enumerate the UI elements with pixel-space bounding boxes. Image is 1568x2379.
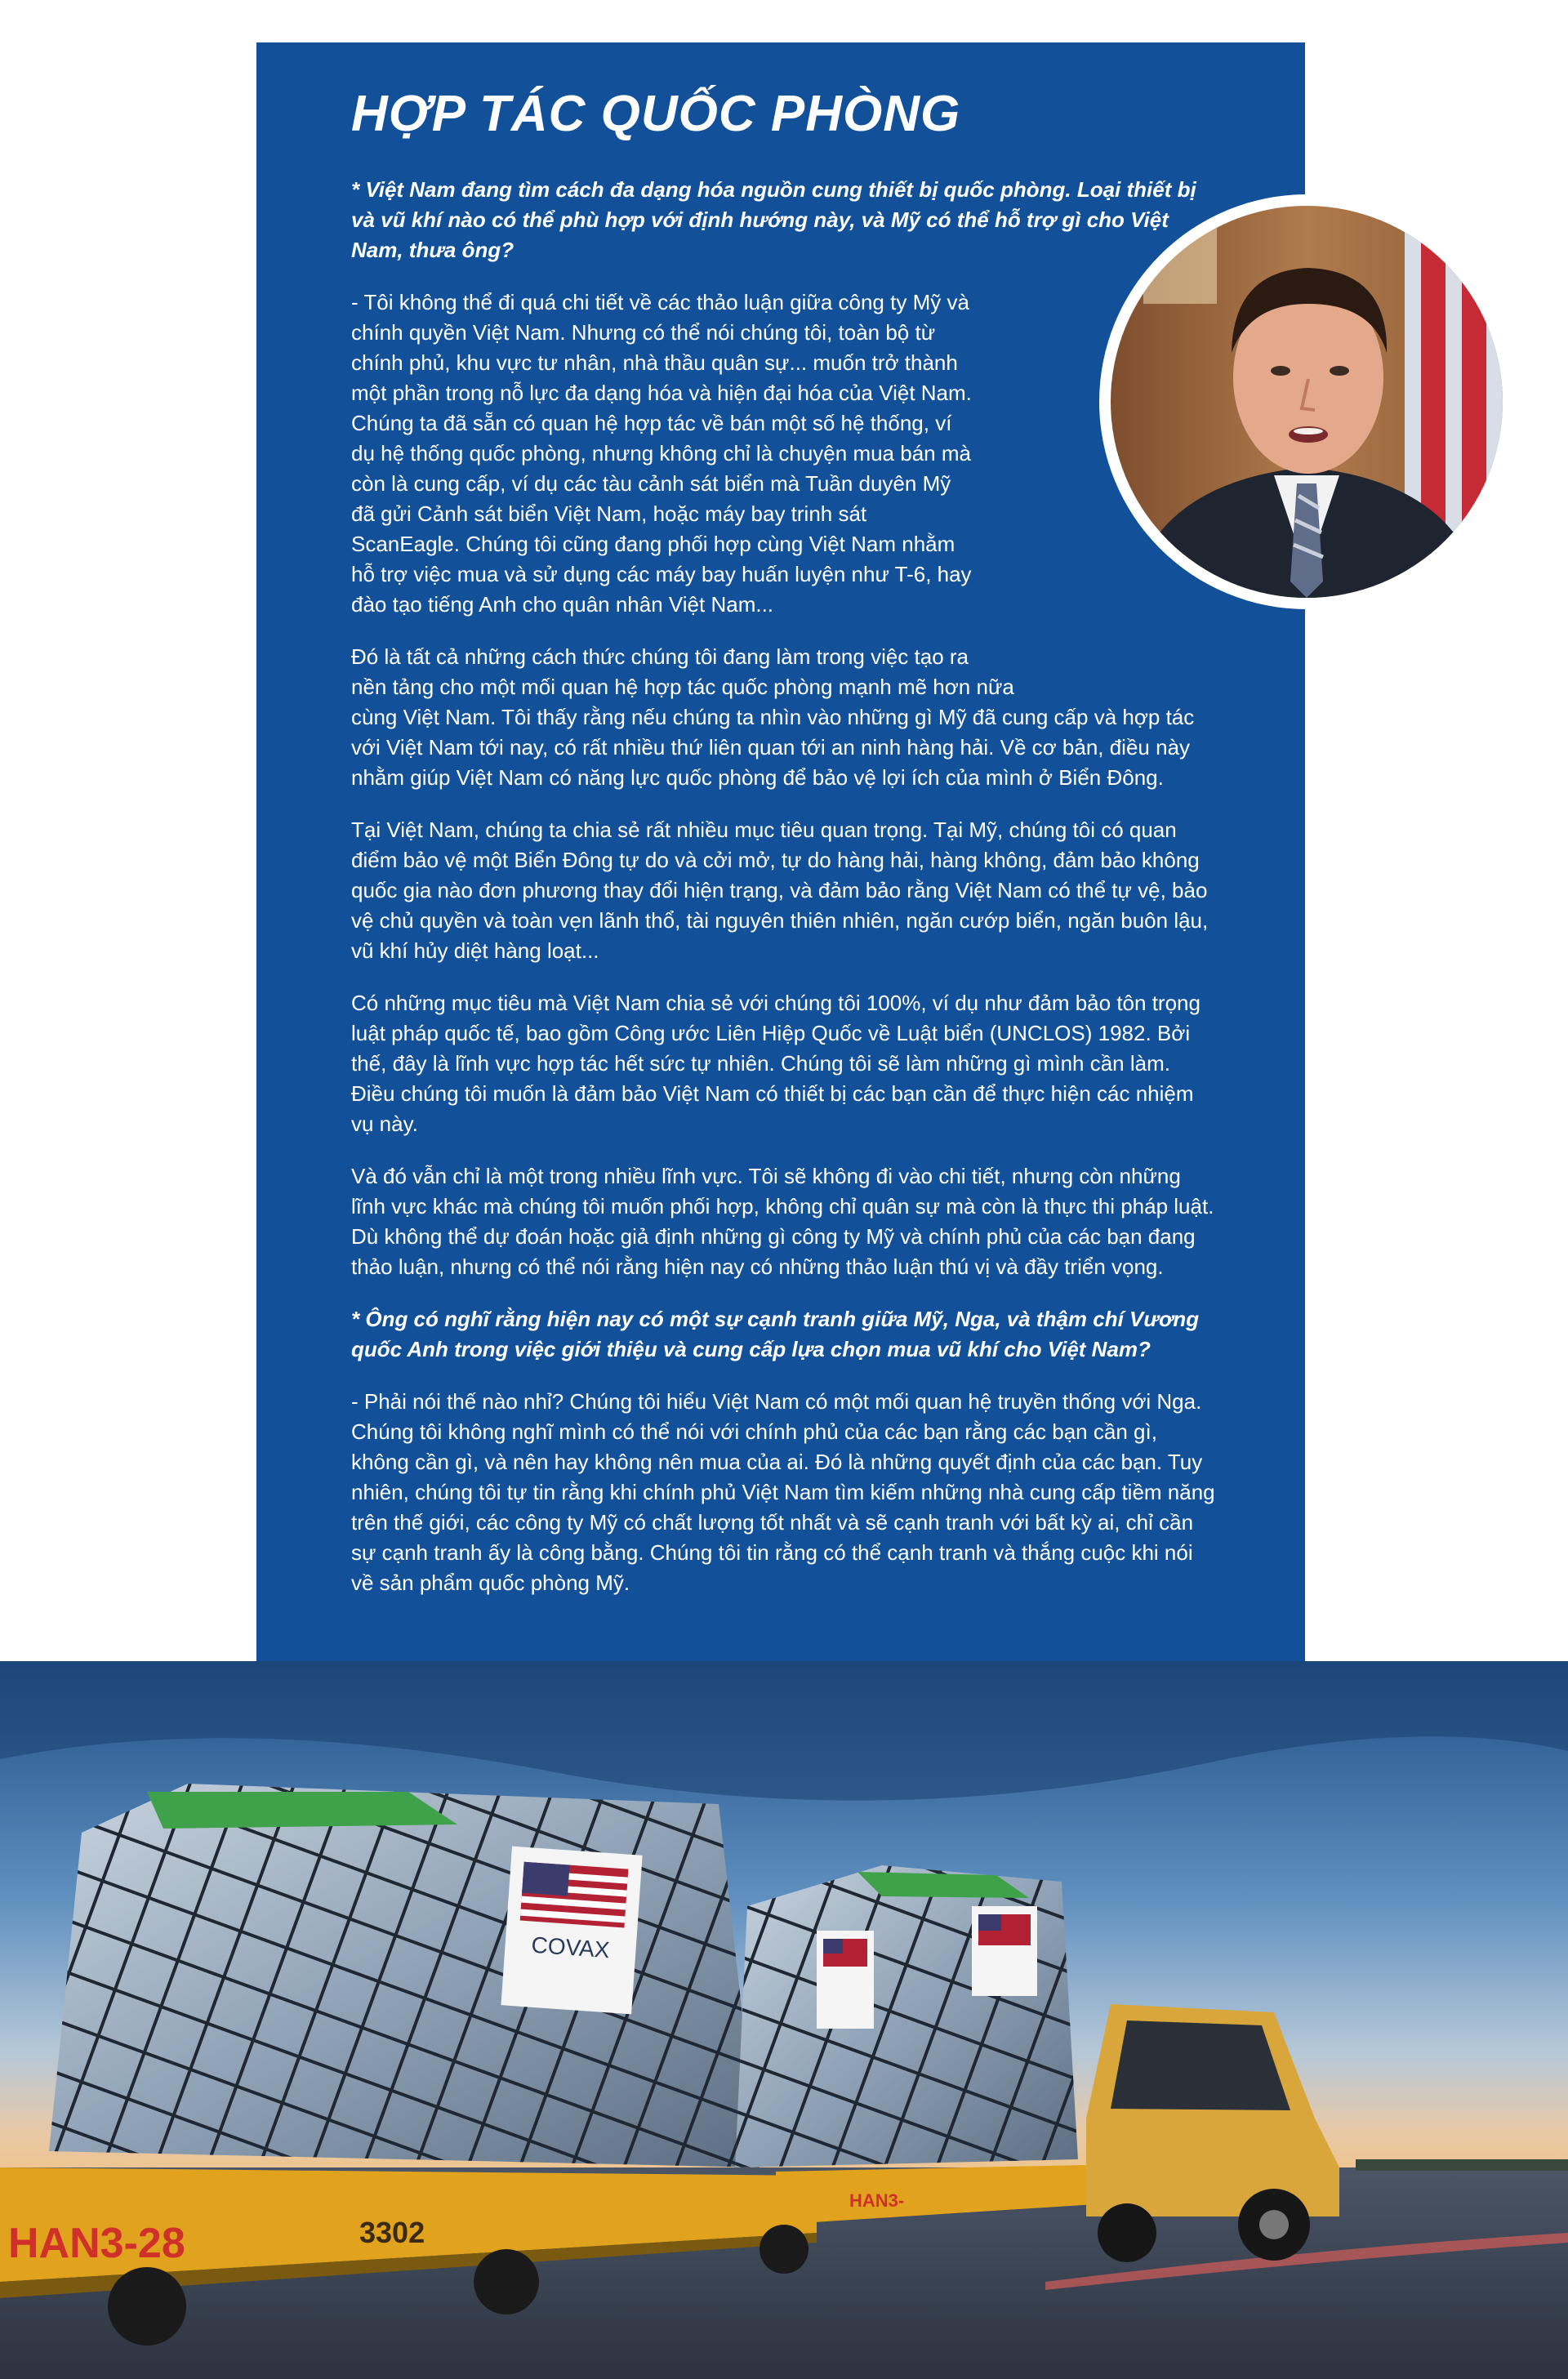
article-body xyxy=(351,175,1217,1620)
answer-paragraph: Tại Việt Nam, chúng ta chia sẻ rất nhiều mục tiêu quan trọng. Tại Mỹ, chúng tôi có quan điểm bảo vệ một Biển Đông tự do và cởi mở, tự do hàng hải, hàng không, đảm bảo không quốc gia nào đơn phương thay đổi hiện trạng, và đảm bảo rằng Việt Nam có thể tự vệ, bảo vệ chủ quyền và toàn vẹn lãnh thổ, tài nguyên thiên nhiên, ngăn cướp biển, ngăn buôn lậu, vũ khí hủy diệt hàng loạt... xyxy=(351,818,1209,963)
answer-paragraph: - Tôi không thể đi quá chi tiết về các thảo luận giữa công ty Mỹ và chính quyền Việt Nam. Nhưng có thể nói chúng tôi, toàn bộ từ chính phủ, khu vực tư nhân, nhà thầu quân sự... muốn trở thành một phần trong nỗ lực đa dạng hóa và hiện đại hóa của Việt Nam. Chúng ta đã sẵn có quan hệ hợp tác về bán một số hệ thống, ví dụ hệ thống quốc phòng, nhưng không chỉ là chuyện mua bán mà còn là cung cấp, ví dụ các tàu cảnh sát biển mà Tuần duyên Mỹ đã gửi Cảnh sát biển Việt Nam, hoặc máy bay trinh sát ScanEagle. Chúng tôi cũng đang phối hợp cùng Việt Nam nhằm hỗ trợ việc mua và sử dụng các máy bay huấn luyện như T-6, hay đào tạo tiếng Anh cho quân nhân Việt Nam... xyxy=(351,290,972,617)
question-paragraph: * Ông có nghĩ rằng hiện nay có một sự cạnh tranh giữa Mỹ, Nga, và thậm chí Vương quốc Anh trong việc giới thiệu và cung cấp lựa chọn mua vũ khí cho Việt Nam? xyxy=(351,1307,1200,1361)
answer-paragraph: - Phải nói thế nào nhỉ? Chúng tôi hiểu Việt Nam có một mối quan hệ truyền thống với Nga. Chúng tôi không nghĩ mình có thể nói với chính phủ của các bạn rằng các bạn cần gì, không cần gì, và nên hay không nên mua của ai. Đó là những quyết định của các bạn. Tuy nhiên, chúng tôi tự tin rằng khi chính phủ Việt Nam tìm kiếm những nhà cung cấp tiềm năng trên thế giới, các công ty Mỹ có chất lượng tốt nhất và sẽ cạnh tranh với bất kỳ ai, chỉ cần sự cạnh tranh ấy là công bằng. Chúng tôi tin rằng có thể cạnh tranh và thắng cuộc khi nói về sản phẩm quốc phòng Mỹ. xyxy=(351,1389,1215,1595)
cargo-pallet-large xyxy=(49,1784,760,2167)
cargo-pallet-small xyxy=(735,1865,1078,2167)
answer-paragraph: Và đó vẫn chỉ là một trong nhiều lĩnh vực. Tôi sẽ không đi vào chi tiết, nhưng còn những lĩnh vực khác mà chúng tôi muốn phối hợp, không chỉ quân sự mà còn là thực thi pháp luật. Dù không thể dự đoán hoặc giả định những gì công ty Mỹ và chính phủ của các bạn đang thảo luận, nhưng có thể nói rằng hiện nay có những thảo luận thú vị và đầy triển vọng. xyxy=(351,1164,1214,1279)
question-paragraph: * Việt Nam đang tìm cách đa dạng hóa nguồn cung thiết bị quốc phòng. Loại thiết bị và vũ khí nào có thể phù hợp với định hướng này, và Mỹ có thể hỗ trợ gì cho Việt Nam, thưa ông? xyxy=(351,177,1196,262)
cart-number: HAN3-28 xyxy=(8,2220,185,2267)
answer-paragraph: Có những mục tiêu mà Việt Nam chia sẻ với chúng tôi 100%, ví dụ như đảm bảo tôn trọng luật pháp quốc tế, bao gồm Công ước Liên Hiệp Quốc về Luật biển (UNCLOS) 1982. Bởi thế, đây là lĩnh vực hợp tác hết sức tự nhiên. Chúng tôi sẽ làm những gì mình cần làm. Điều chúng tôi muốn là đảm bảo Việt Nam có thiết bị các bạn cần để thực hiện các nhiệm vụ này. xyxy=(351,991,1200,1136)
cargo-photo xyxy=(0,1661,1568,2379)
answer-paragraph: Đó là tất cả những cách thức chúng tôi đang làm trong việc tạo ra nền tảng cho một mối quan hệ hợp tác quốc phòng mạnh mẽ hơn nữa cùng Việt Nam. Tôi thấy rằng nếu chúng ta nhìn vào những gì Mỹ đã cung cấp và hợp tác với Việt Nam tới nay, có rất nhiều thứ liên quan tới an ninh hàng hải. Về cơ bản, điều này nhằm giúp Việt Nam có năng lực quốc phòng để bảo vệ lợi ích của mình ở Biển Đông. xyxy=(351,644,1195,790)
article-title: HỢP TÁC QUỐC PHÒNG xyxy=(351,86,961,142)
portrait-photo xyxy=(1094,189,1519,614)
cart-number: HAN3- xyxy=(849,2190,905,2211)
covax-label: COVAX xyxy=(530,1931,611,1963)
cart-number: 3302 xyxy=(359,2216,425,2249)
